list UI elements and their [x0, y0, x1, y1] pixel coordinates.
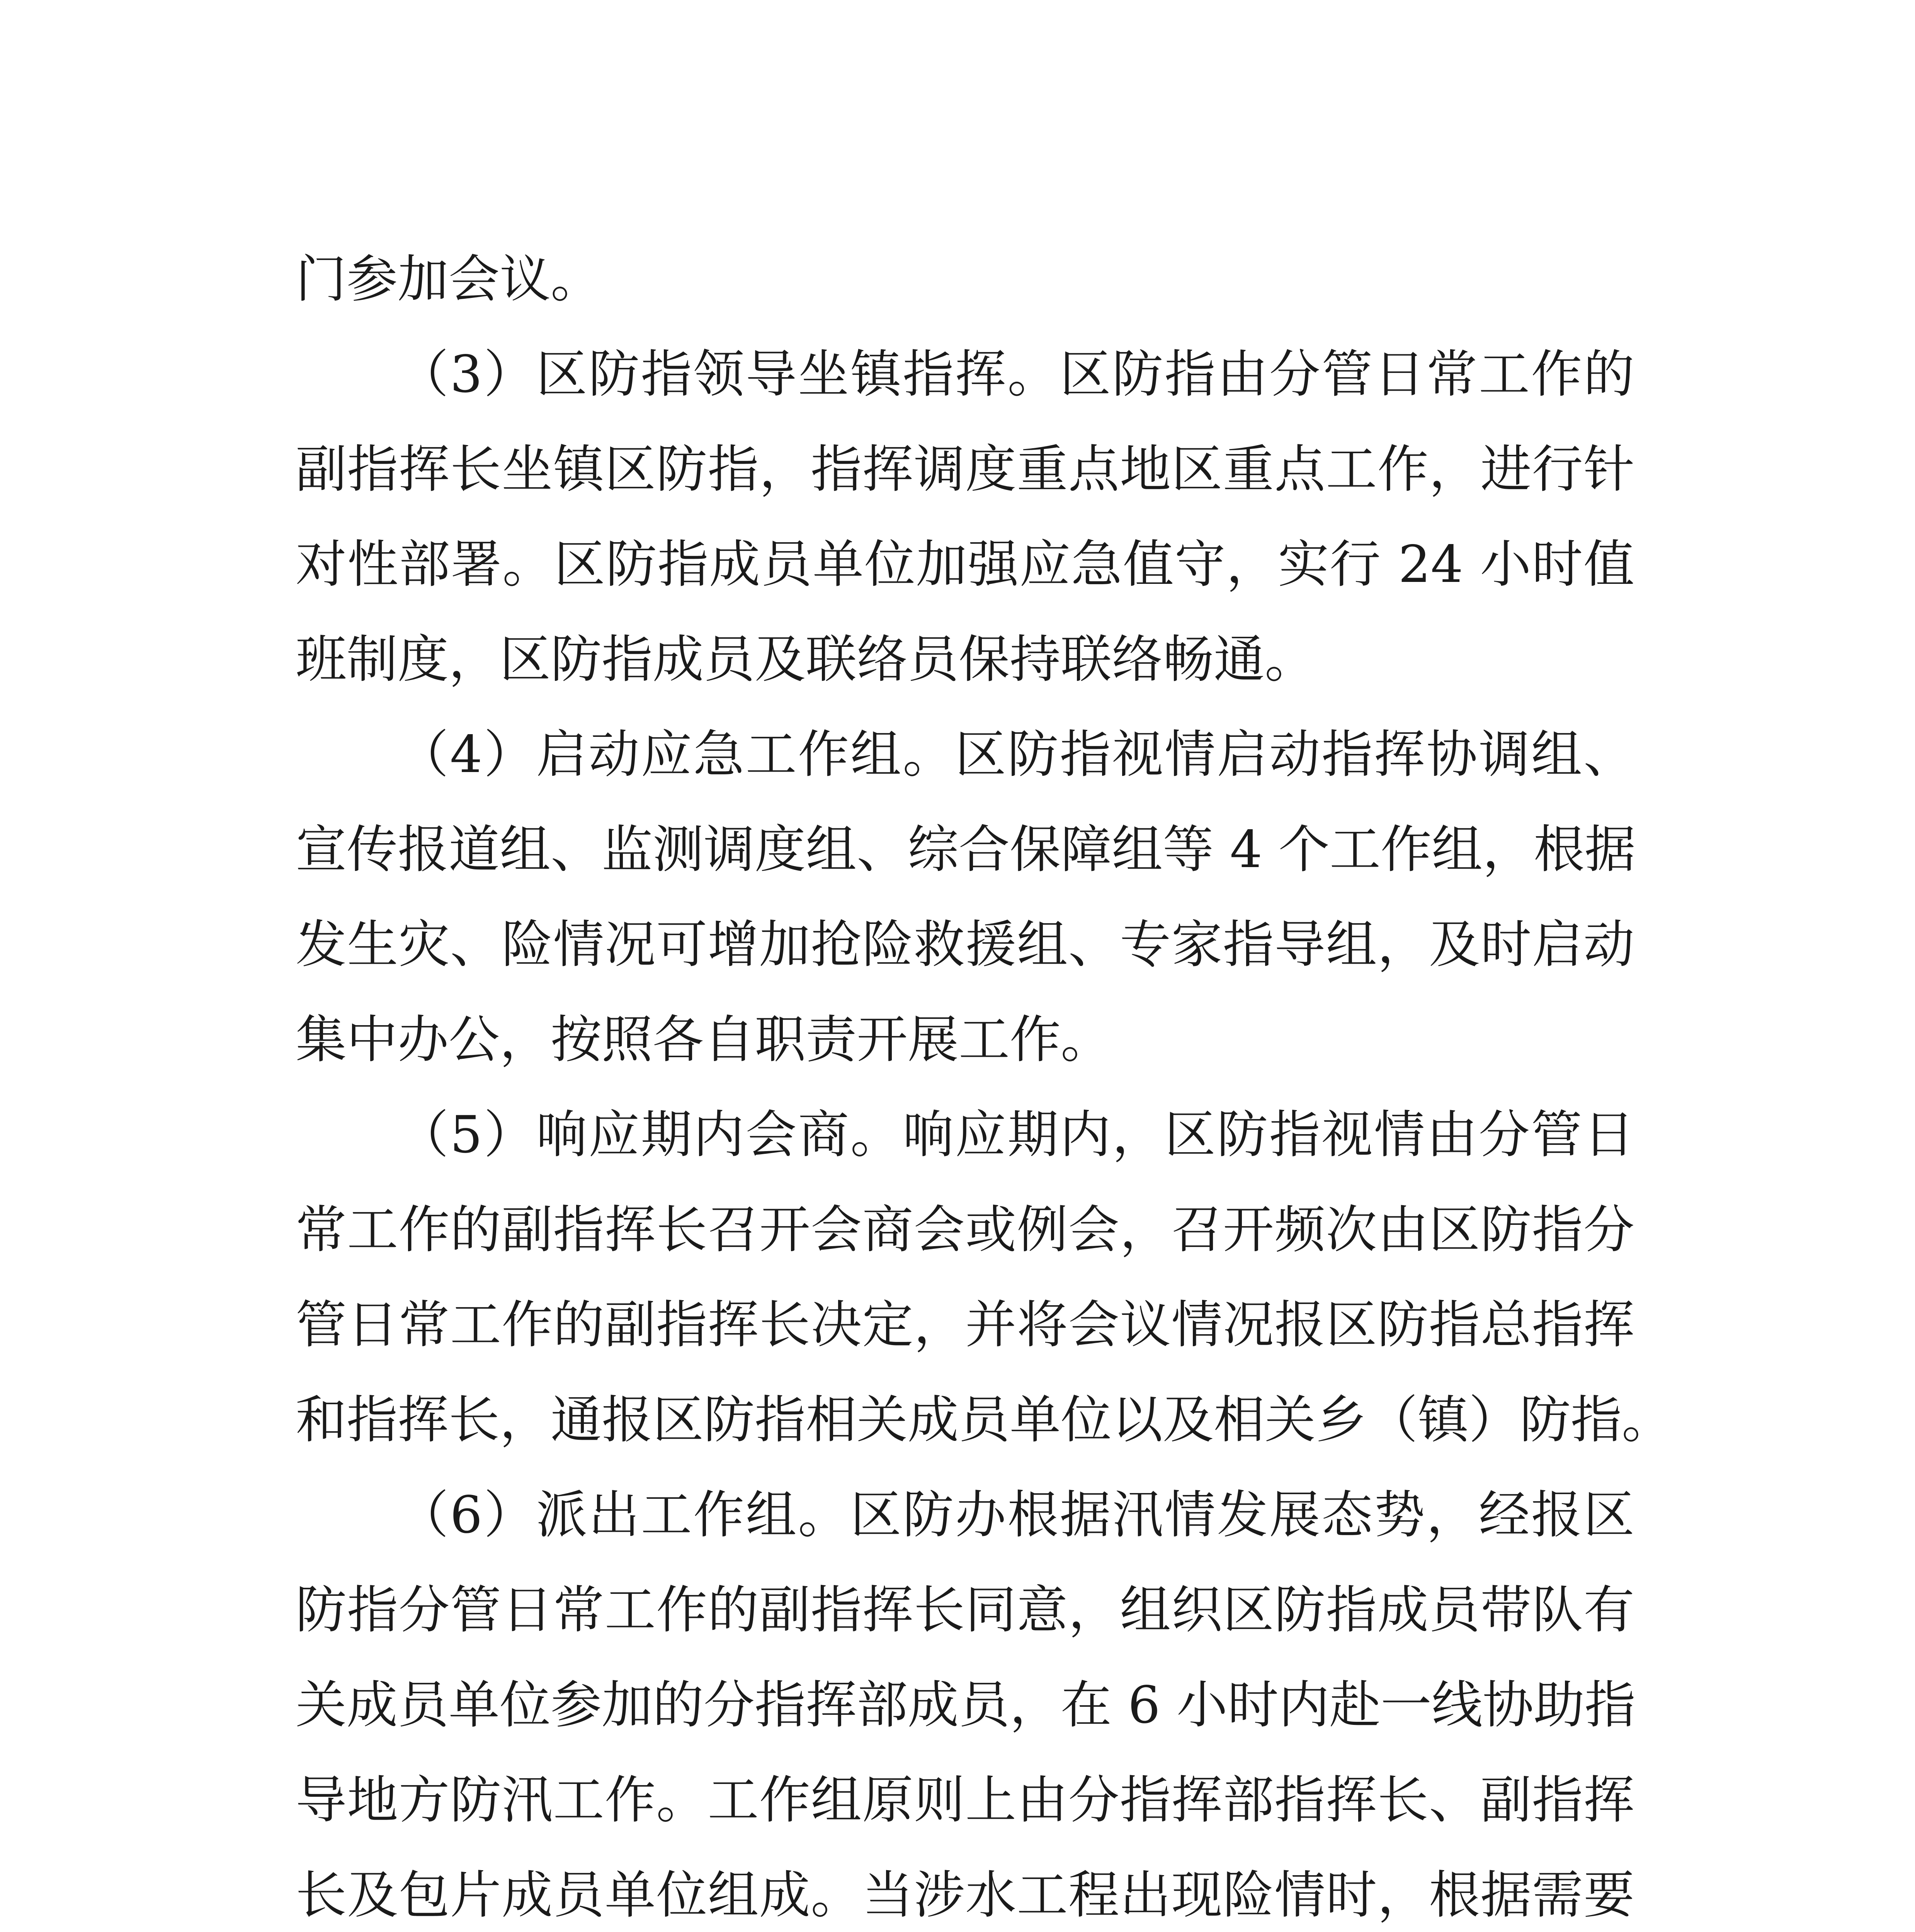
text-line: 对性部署。区防指成员单位加强应急值守，实行 24 小时值	[296, 535, 1634, 594]
document-body	[296, 232, 1673, 1932]
text-line: 导地方防汛工作。工作组原则上由分指挥部指挥长、副指挥	[296, 1770, 1634, 1830]
text-line: 管日常工作的副指挥长决定，并将会议情况报区防指总指挥	[296, 1295, 1634, 1355]
text-line: 副指挥长坐镇区防指，指挥调度重点地区重点工作，进行针	[296, 440, 1634, 499]
text-line: 防指分管日常工作的副指挥长同意，组织区防指成员带队有	[296, 1580, 1634, 1640]
text-line: （3）区防指领导坐镇指挥。区防指由分管日常工作的	[398, 345, 1634, 404]
text-line: 常工作的副指挥长召开会商会或例会，召开频次由区防指分	[296, 1200, 1634, 1260]
text-line: 集中办公，按照各自职责开展工作。	[296, 1010, 1112, 1070]
text-line: 和指挥长，通报区防指相关成员单位以及相关乡（镇）防指。	[296, 1390, 1673, 1450]
text-line: 宣传报道组、监测调度组、综合保障组等 4 个工作组，根据	[296, 820, 1636, 879]
text-line: （4）启动应急工作组。区防指视情启动指挥协调组、	[398, 725, 1634, 784]
text-line: （6）派出工作组。区防办根据汛情发展态势，经报区	[398, 1485, 1634, 1545]
text-line: 长及包片成员单位组成。当涉水工程出现险情时，根据需要	[296, 1866, 1634, 1925]
text-line: 发生灾、险情况可增加抢险救援组、专家指导组，及时启动	[296, 915, 1634, 975]
text-line: 班制度，区防指成员及联络员保持联络畅通。	[296, 630, 1316, 689]
text-line: （5）响应期内会商。响应期内，区防指视情由分管日	[398, 1105, 1634, 1165]
text-line: 关成员单位参加的分指挥部成员，在 6 小时内赴一线协助指	[296, 1675, 1636, 1735]
text-line: 门参加会议。	[296, 250, 602, 309]
